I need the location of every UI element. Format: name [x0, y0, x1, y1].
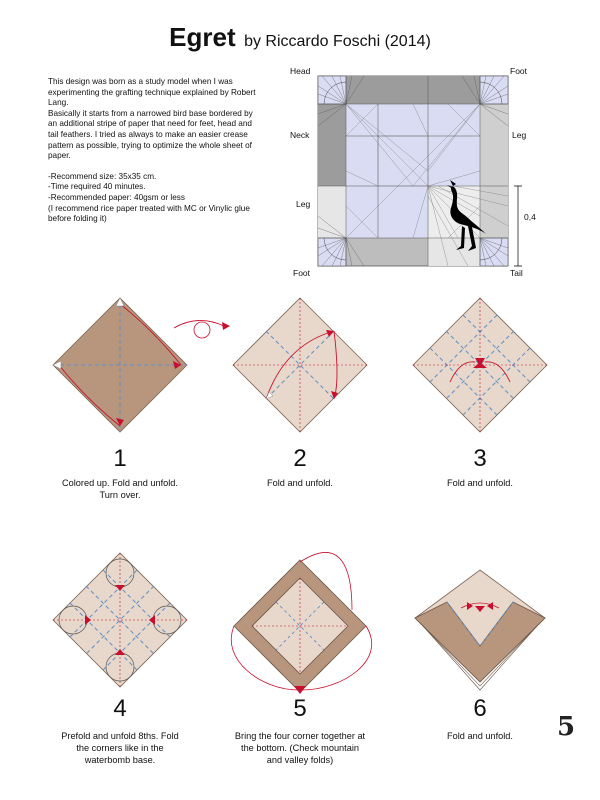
step-5-diagram — [222, 540, 388, 700]
label-head: Head — [290, 66, 311, 76]
intro-paragraph-1: This design was born as a study model when I was experimenting the grafting technique explained by Robert Lang. — [48, 77, 256, 108]
page-number-logo: 5 — [557, 712, 576, 742]
intro-text — [48, 77, 258, 225]
label-foot-top-right: Foot — [510, 66, 528, 76]
step-6-number: 6 — [473, 695, 487, 722]
step-3-number: 3 — [473, 445, 487, 472]
step-6-caption: Fold and unfold. — [447, 731, 513, 741]
label-dimension: 0,4 — [524, 212, 536, 222]
spec-time: -Time required 40 minutes. — [48, 182, 146, 192]
label-neck: Neck — [290, 130, 310, 140]
step-5-caption: Bring the four corner together at the bottom. (Check mountain and valley folds) — [234, 731, 366, 765]
step-3-diagram — [405, 290, 565, 450]
step-6-diagram — [405, 560, 565, 700]
label-leg-right: Leg — [512, 130, 527, 140]
step-3-caption: Fold and unfold. — [447, 478, 513, 488]
label-leg-left: Leg — [296, 199, 311, 209]
label-tail: Tail — [510, 268, 523, 278]
spec-size: -Recommend size: 35x35 cm. — [48, 171, 157, 181]
step-4-caption: Prefold and unfold 8ths. Fold the corners like in the waterbomb base. — [61, 731, 179, 765]
spec-note: (I recommend rice paper treated with MC or Vinylic glue before folding it) — [48, 203, 250, 224]
step-2-diagram — [225, 290, 385, 450]
label-foot-bottom-left: Foot — [293, 268, 311, 278]
step-4-diagram — [45, 545, 205, 705]
step-1-number: 1 — [113, 445, 127, 472]
title-author: by Riccardo Foschi (2014) — [244, 33, 431, 50]
intro-paragraph-2: Basically it starts from a narrowed bird base bordered by an additional stripe of paper that need for feet, head and tail feathers. I tried as always to make an easier crease pattern as possible, trying to optimize the whole sheet of paper. — [48, 108, 253, 161]
step-4-number: 4 — [113, 695, 127, 722]
page-title — [0, 22, 600, 53]
crease-pattern — [288, 62, 548, 282]
title-main: Egret — [169, 22, 236, 52]
step-5-number: 5 — [293, 695, 307, 722]
step-2-number: 2 — [293, 445, 307, 472]
crease-pattern-graphic — [288, 62, 548, 282]
spec-paper: -Recommended paper: 40gsm or less — [48, 192, 185, 202]
step-1-caption: Colored up. Fold and unfold. Turn over. — [62, 478, 178, 500]
step-2-caption: Fold and unfold. — [267, 478, 333, 488]
